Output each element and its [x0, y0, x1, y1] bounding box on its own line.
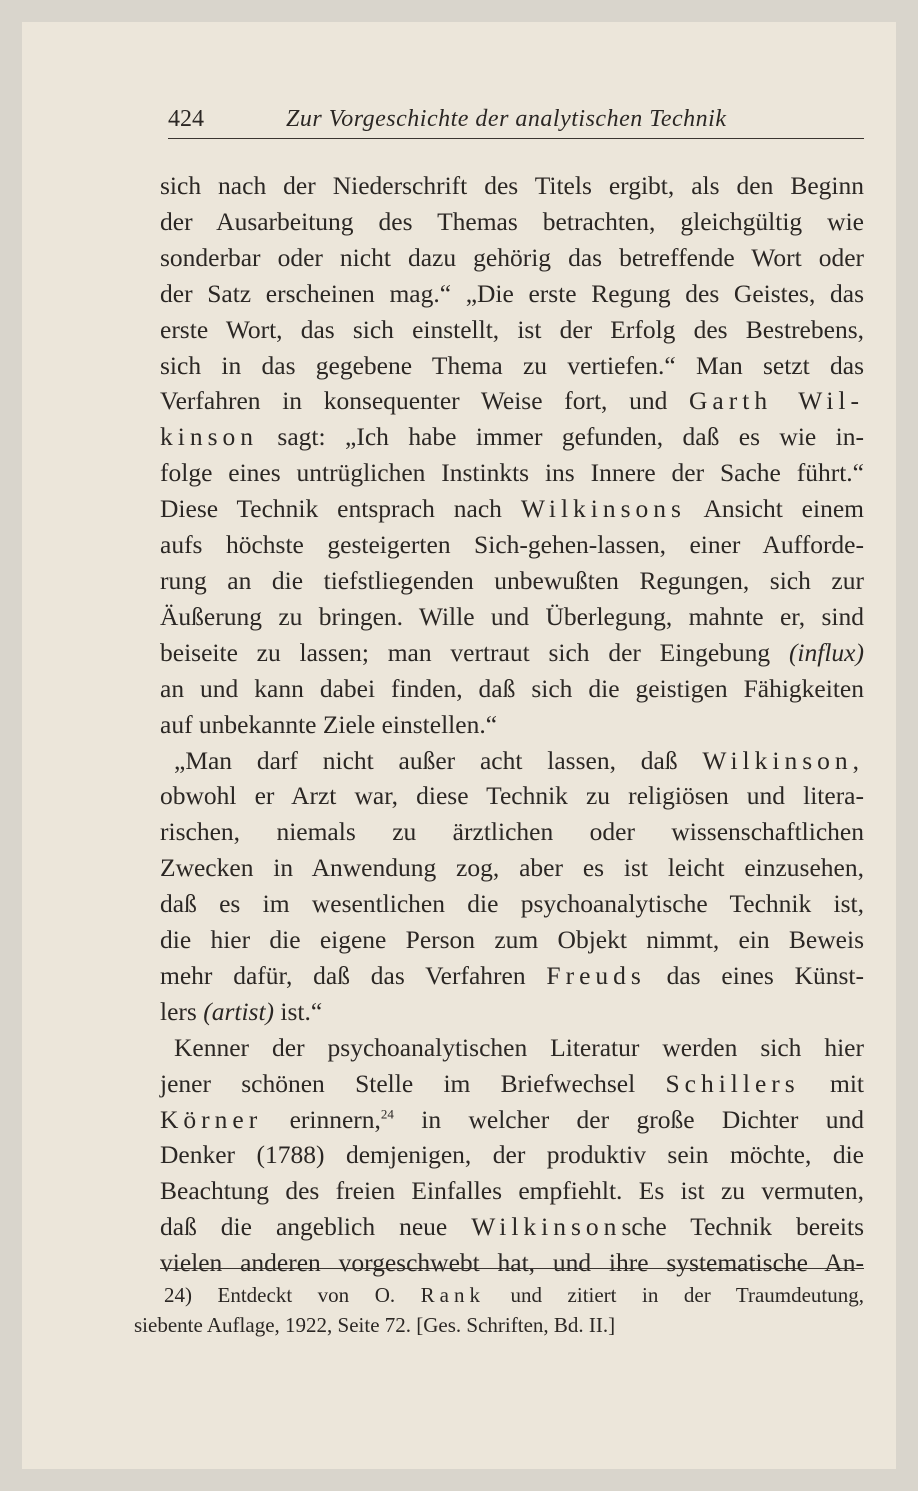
footnote-reference: 24 [380, 1106, 394, 1122]
text-line [160, 922, 864, 958]
text-line [160, 455, 864, 491]
text-segment: mehr dafür, daß das Verfahren [160, 960, 547, 990]
text-segment: Denker (1788) demjenigen, der produktiv sein möchte, die [160, 1140, 864, 1170]
text-segment: sche Technik bereits [621, 1212, 865, 1242]
text-line [160, 563, 864, 599]
text-segment: „Man darf nicht außer acht lassen, daß [174, 745, 703, 775]
text-segment: Verfahren in konsequenter Weise fort, und [160, 386, 690, 416]
text-line [160, 1066, 864, 1102]
text-segment: in welcher der große Dichter und [393, 1104, 864, 1134]
text-segment: Zwecken in Anwendung zog, aber es ist leicht einzusehen, [160, 853, 864, 883]
text-segment: aufs höchste gesteigerten Sich-gehen-lassen, einer Aufforde- [160, 530, 864, 560]
text-line [160, 491, 864, 527]
spaced-name: Wilkinson [471, 1212, 622, 1242]
spaced-name: Körner [160, 1104, 263, 1134]
text-segment: Beachtung des freien Einfalles empfiehlt. Es ist zu vermuten, [160, 1176, 864, 1206]
text-segment: Ansicht einem [685, 494, 864, 524]
text-segment: Diese Technik entsprach nach [160, 494, 521, 524]
text-line [160, 168, 864, 204]
text-segment: daß es im wesentlichen die psychoanalytische Technik ist, [160, 889, 864, 919]
text-segment: sich in das gegebene Thema zu vertiefen.“ Man setzt das [160, 350, 864, 380]
text-segment: sonderbar oder nicht dazu gehörig das betreffende Wort oder [160, 242, 864, 272]
text-segment: daß die angeblich neue [160, 1212, 472, 1242]
text-line [134, 1280, 864, 1310]
text-line [134, 1310, 864, 1340]
text-line [160, 743, 864, 779]
text-segment: das eines Künst- [645, 960, 864, 990]
text-segment: beiseite zu lassen; man vertraut sich der Eingebung [160, 637, 789, 667]
text-segment: sagt: „Ich habe immer gefunden, daß es wie in- [258, 422, 864, 452]
text-segment: erste Wort, das sich einstellt, ist der Erfolg des Bestrebens, [160, 314, 864, 344]
text-line [160, 850, 864, 886]
text-line [160, 1245, 864, 1281]
text-line [160, 1209, 864, 1245]
text-segment: der Satz erscheinen mag.“ „Die erste Regung des Geistes, das [160, 278, 864, 308]
italic-term: (artist) [203, 996, 275, 1026]
text-line [160, 276, 864, 312]
text-segment: Äußerung zu bringen. Wille und Überlegung, mahnte er, sind [160, 601, 864, 631]
spaced-name: Garth Wil- [689, 386, 864, 416]
text-line [160, 1137, 864, 1173]
text-line [160, 419, 864, 455]
text-line [160, 635, 864, 671]
spaced-name: Schillers [665, 1068, 800, 1098]
footnote-rule [160, 1268, 864, 1269]
text-line [160, 671, 864, 707]
spaced-name: Rank [420, 1283, 485, 1307]
text-line [160, 599, 864, 635]
text-line [160, 240, 864, 276]
text-segment: rung an die tiefstliegenden unbewußten Regungen, sich zur [160, 565, 864, 595]
text-line [160, 312, 864, 348]
text-segment: der Ausarbeitung des Themas betrachten, gleichgültig wie [160, 206, 864, 236]
spaced-name: Wilkinson, [702, 745, 864, 775]
text-segment: erinnern, [262, 1104, 381, 1134]
text-line [160, 958, 864, 994]
text-line [160, 814, 864, 850]
running-title: Zur Vorgeschichte der analytischen Technik [286, 106, 727, 132]
text-segment: lers [160, 996, 204, 1026]
italic-term: (influx) [788, 637, 864, 667]
text-line [160, 886, 864, 922]
text-segment: rischen, niemals zu ärztlichen oder wissenschaftlichen [160, 817, 864, 847]
text-line [160, 707, 864, 743]
spaced-name: Wilkinsons [520, 494, 686, 524]
text-line [160, 778, 864, 814]
text-segment: folge eines untrüglichen Instinkts ins Innere der Sache führt.“ [160, 458, 864, 488]
text-segment: und zitiert in der Traumdeutung, [484, 1283, 864, 1307]
text-segment: 24) Entdeckt von O. [164, 1283, 421, 1307]
text-line [160, 1030, 864, 1066]
text-segment: jener schönen Stelle im Briefwechsel [160, 1068, 666, 1098]
text-line [160, 1102, 864, 1138]
text-segment: an und kann dabei finden, daß sich die geistigen Fähigkeiten [160, 673, 864, 703]
footnote [134, 1280, 864, 1340]
text-line [160, 204, 864, 240]
text-segment: Kenner der psychoanalytischen Literatur werden sich hier [174, 1032, 864, 1062]
text-segment: ist.“ [274, 996, 323, 1026]
text-segment: obwohl er Arzt war, diese Technik zu religiösen und litera- [160, 781, 864, 811]
text-segment: siebente Auflage, 1922, Seite 72. [Ges. Schriften, Bd. II.] [134, 1313, 616, 1337]
text-segment: auf unbekannte Ziele einstellen.“ [160, 709, 498, 739]
body-text [160, 168, 864, 1281]
text-line [160, 994, 864, 1030]
text-segment: sich nach der Niederschrift des Titels ergibt, als den Beginn [160, 171, 864, 200]
running-header [168, 104, 864, 139]
text-line [160, 1173, 864, 1209]
text-line [160, 383, 864, 419]
spaced-name: Freuds [546, 960, 646, 990]
text-segment: vielen anderen vorgeschwebt hat, und ihre systematische An- [160, 1248, 864, 1278]
page-number: 424 [168, 106, 204, 132]
text-segment: mit [799, 1068, 864, 1098]
text-line [160, 348, 864, 384]
text-line [160, 527, 864, 563]
spaced-name: kinson [160, 422, 259, 452]
text-segment: die hier die eigene Person zum Objekt nimmt, ein Beweis [160, 925, 864, 955]
